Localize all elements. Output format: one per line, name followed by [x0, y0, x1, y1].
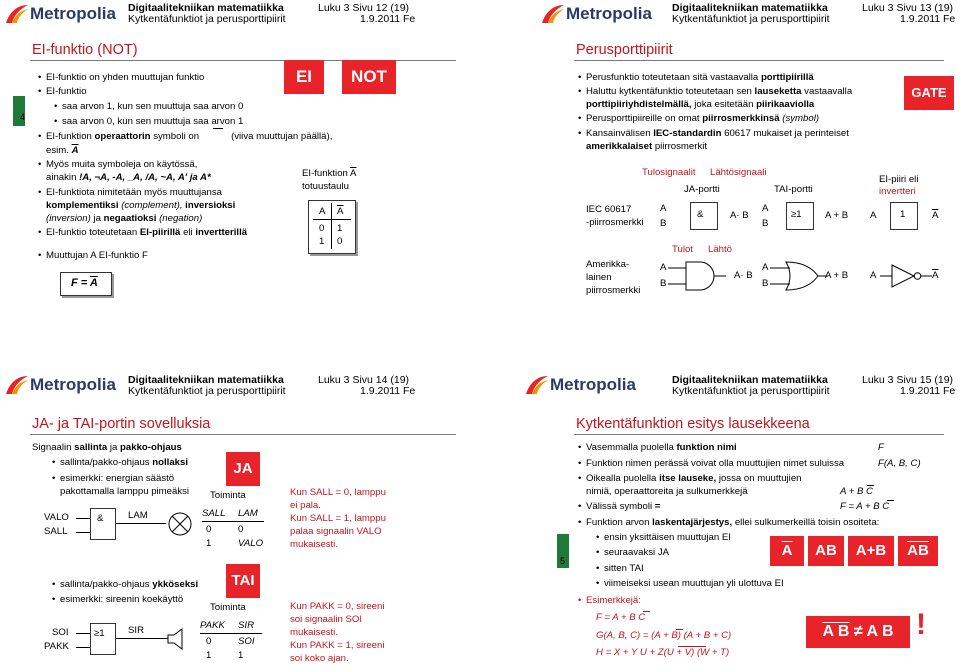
label-tulot: Tulot — [672, 244, 693, 255]
text-line: • Funktion nimen perässä voivat olla muuttujien nimet suluissa — [586, 458, 844, 469]
text-line: (inversion) ja negaatioksi (negation) — [46, 213, 203, 224]
page-title: Kytkentäfunktion esitys lausekkeena — [576, 416, 810, 432]
output-and: A· B — [734, 270, 753, 281]
signal-sir: SIR — [128, 625, 144, 636]
example-line: G(A, B, C) = (A + B) (A + B + C) — [596, 630, 732, 641]
wire — [76, 633, 90, 634]
page-title: Perusporttipiirit — [576, 42, 673, 58]
text-line: • esimerkki: sireenin koekäyttö — [60, 594, 183, 605]
or-gate-icon — [770, 258, 830, 294]
text-line: ainakin !A, ¬A, -A, _A, /A, ~A, A' ja A* — [46, 172, 211, 183]
note-line: Kun SALL = 0, lamppu — [290, 487, 386, 498]
title-rule — [574, 60, 944, 61]
example-box: AB — [808, 536, 844, 566]
truth-table: A $\overline{A}$ 0 1 1 0 — [308, 200, 356, 254]
text-line: • Funktion arvon laskentajärjestys, ellei sulkumerkeillä toisin osoiteta: — [586, 517, 879, 528]
header-course: Digitaalitekniikan matematiikka — [128, 374, 284, 386]
metropolia-logo-icon — [4, 3, 30, 25]
badge-gate: GATE — [904, 76, 954, 110]
text-line: esim. $\overline{A}$ — [46, 145, 79, 156]
label-tai-portti: TAI-portti — [774, 184, 813, 195]
exclamation: ! — [916, 608, 926, 641]
text-right: A + B C — [840, 486, 873, 497]
text-line: • Haluttu kytkentäfunktio toteutetaan sen lauseketta vastaavalla — [586, 86, 852, 97]
note-line: palaa signaalin VALO — [290, 526, 382, 537]
text-line: • ensin yksittäisen muuttujan EI — [604, 532, 731, 543]
input-a: A — [870, 270, 877, 281]
signal-soi: SOI — [52, 627, 69, 638]
header-date: 1.9.2011 Fe — [900, 385, 956, 397]
logo-text: Metropolia — [566, 4, 652, 23]
page-title: EI-funktio (NOT) — [32, 42, 138, 58]
text-line: • Vasemmalla puolella funktion nimi — [586, 442, 737, 453]
label-lahtosignaali: Lähtösignaali — [710, 167, 767, 178]
text-line: • esimerkki: energian säästö — [60, 473, 174, 484]
output-not: $\overline{A}$ — [932, 210, 939, 221]
title-rule — [574, 434, 944, 435]
wire — [116, 523, 166, 524]
text-line: • viimeiseksi usean muuttujan yli ulottuva EI — [604, 578, 784, 589]
label-iec: IEC 60617 — [586, 204, 632, 215]
iec-and-gate: & — [690, 202, 718, 230]
input-a: A — [762, 262, 769, 273]
note-line: mukaisesti. — [290, 539, 338, 550]
header-page: Luku 3 Sivu 12 (19) — [318, 2, 410, 14]
table: SALL LAM 0 0 1 VALO — [202, 508, 264, 549]
text-line: • EI-funktio toteutetaan EI-piirillä eli invertterillä — [46, 227, 247, 238]
metropolia-logo-icon — [4, 374, 30, 396]
label-american: lainen — [586, 272, 612, 283]
text-line: • Perusfunktio toteutetaan sitä vastaavalla porttipiirillä — [586, 72, 814, 83]
and-gate-box: & — [90, 508, 116, 540]
text-line: • sallinta/pakko-ohjaus ykköseksi — [60, 579, 198, 590]
input-b: B — [660, 218, 667, 229]
label-ei-piiri: EI-piiri eli — [879, 174, 919, 185]
text-line: komplementiksi (complement), inversioksi — [46, 200, 236, 211]
header-course: Digitaalitekniikan matematiikka — [672, 374, 828, 386]
overline-symbol — [213, 128, 223, 129]
text-line: • Perusporttipiireille on omat piirrosmerkkinsä (symbol) — [586, 113, 819, 124]
output-and: A· B — [730, 210, 749, 221]
logo-text: Metropolia — [550, 375, 636, 394]
input-a: A — [762, 203, 769, 214]
header-course: Digitaalitekniikan matematiikka — [128, 2, 284, 14]
page-title: JA- ja TAI-portin sovelluksia — [32, 416, 211, 432]
header-course: Digitaalitekniikan matematiikka — [672, 2, 828, 14]
title-rule — [30, 434, 456, 435]
wire — [116, 638, 168, 639]
text-line: • Oikealla puolella itse lauseke, jossa on muuttujien — [586, 473, 802, 484]
overline-c — [643, 611, 650, 612]
header-chapter: Kytkentäfunktiot ja perusporttipiirit — [128, 385, 286, 397]
input-b: B — [762, 218, 769, 229]
metropolia-logo-icon — [524, 374, 550, 396]
input-b: B — [660, 278, 667, 289]
speaker-icon — [166, 626, 188, 652]
and-gate-icon — [668, 258, 728, 294]
label-invertteri: invertteri — [879, 186, 916, 197]
header-date: 1.9.2011 Fe — [900, 13, 956, 25]
header-chapter: Kytkentäfunktiot ja perusporttipiirit — [128, 13, 286, 25]
table: PAKK SIR 0 SOI 1 1 — [200, 618, 264, 666]
signal-pakk: PAKK — [44, 641, 69, 652]
wire — [76, 518, 90, 519]
header-date: 1.9.2011 Fe — [360, 385, 416, 397]
example-box: A+B — [848, 536, 894, 566]
example-line: H = X + Y U + Z(U + V) (W + T) — [596, 647, 730, 658]
note-line: mukaisesti. — [290, 627, 338, 638]
text-line: pakottamalla lamppu pimeäksi — [60, 486, 190, 497]
text-line: amerikkalaiset piirrosmerkit — [586, 141, 708, 152]
label-lahto: Lähtö — [708, 244, 733, 255]
header-chapter: Kytkentäfunktiot ja perusporttipiirit — [672, 385, 830, 397]
note-line: soi signaalin SOI — [290, 614, 362, 625]
text-line: • Välissä symboli = — [586, 501, 660, 512]
text-line: • EI-funktiota nimitetään myös muuttujansa — [46, 187, 222, 198]
slide-15 — [480, 336, 960, 672]
overline-c — [887, 500, 894, 501]
input-a: A — [870, 210, 877, 221]
output-or: A + B — [825, 270, 849, 281]
note-line: Kun PAKK = 0, sireeni — [290, 601, 385, 612]
note-line: soi koko ajan. — [290, 653, 349, 664]
lamp-icon — [166, 510, 194, 538]
text-line: • Esimerkkejä: — [586, 595, 641, 606]
signal-sall: SALL — [44, 526, 68, 537]
label-american: piirrosmerkki — [586, 285, 641, 296]
side-number: 4 — [20, 112, 26, 122]
example-box: $\overline{AB}$ — [898, 536, 938, 566]
output-not: $\overline{A}$ — [932, 270, 939, 281]
wire — [76, 532, 90, 533]
overline-c — [867, 485, 874, 486]
text-line: • EI-funktio — [46, 86, 87, 97]
input-a: A — [660, 203, 667, 214]
badge-ei: EI — [284, 60, 324, 94]
note-line: Kun PAKK = 1, sireeni — [290, 640, 385, 651]
side-number: 5 — [560, 556, 566, 566]
text-line: • EI-funktion operaattorin symboli on (viiva muuttujan päällä), — [46, 131, 332, 142]
text-line: • Kansainvälisen IEC-standardin 60617 mukaiset ja perinteiset — [586, 128, 849, 139]
label-tulosignaalit: Tulosignaalit — [642, 167, 696, 178]
text-line: nimiä, operaattoreita ja sulkumerkkejä — [586, 486, 748, 497]
overline-expr — [678, 646, 706, 647]
text-right: F = A + B C — [840, 501, 890, 512]
header-page: Luku 3 Sivu 15 (19) — [862, 374, 954, 386]
slide-14 — [0, 336, 480, 672]
logo-text: Metropolia — [30, 4, 116, 23]
note-line: Kun SALL = 1, lamppu — [290, 513, 386, 524]
logo-text: Metropolia — [30, 375, 116, 394]
signal-valo: VALO — [44, 512, 69, 523]
iec-or-gate: ≥1 — [786, 202, 814, 230]
header-page: Luku 3 Sivu 14 (19) — [318, 374, 410, 386]
inequality-box: A B ≠ A B — [806, 616, 910, 648]
label-american: Amerikka- — [586, 259, 630, 270]
text-line: • EI-funktio on yhden muuttujan funktio — [46, 72, 204, 83]
output-or: A + B — [825, 210, 849, 221]
table-title: totuustaulu — [302, 181, 349, 192]
header-page: Luku 3 Sivu 13 (19) — [862, 2, 954, 14]
text-line: • saa arvon 0, kun sen muuttuja saa arvon 1 — [62, 116, 243, 127]
text-line: • Muuttujan A EI-funktio F — [46, 250, 148, 261]
example-line: F = A + B C — [596, 612, 646, 623]
text-line: • Myös muita symboleja on käytössä, — [46, 159, 197, 170]
formula-box: $F = \overline{A}$ — [60, 272, 112, 296]
metropolia-logo-icon — [540, 3, 566, 25]
text-right: F — [878, 442, 884, 453]
badge-not: NOT — [342, 60, 396, 94]
text-line: • sallinta/pakko-ohjaus nollaksi — [60, 457, 188, 468]
text-line: Signaalin sallinta ja pakko-ohjaus — [32, 442, 182, 453]
not-gate-icon — [880, 262, 932, 290]
badge-ja: JA — [226, 452, 260, 486]
slide-12 — [0, 0, 480, 336]
note-line: ei pala. — [290, 500, 321, 511]
toiminta-label: Toiminta — [210, 490, 246, 501]
text-line: porttipiiriyhdistelmällä, joka esitetään piirikaaviolla — [586, 99, 815, 110]
example-box: $\overline{A}$ — [770, 536, 804, 566]
label-ja-portti: JA-portti — [684, 184, 720, 195]
toiminta-label: Toiminta — [210, 602, 246, 613]
header-chapter: Kytkentäfunktiot ja perusporttipiirit — [672, 13, 830, 25]
text-line: • saa arvon 1, kun sen muuttuja saa arvon 0 — [62, 101, 243, 112]
or-gate-box: ≥1 — [90, 623, 116, 655]
badge-tai: TAI — [226, 564, 260, 598]
wire — [76, 647, 90, 648]
table-title: EI-funktion $\overline{A}$ — [302, 168, 357, 179]
header-date: 1.9.2011 Fe — [360, 13, 416, 25]
iec-not-gate: 1 — [890, 202, 918, 230]
overline-b — [676, 629, 683, 630]
signal-lam: LAM — [128, 510, 148, 521]
label-iec: -piirrosmerkki — [586, 217, 644, 228]
text-line: • sitten TAI — [604, 563, 644, 574]
input-b: B — [762, 278, 769, 289]
input-a: A — [660, 262, 667, 273]
slide-13 — [480, 0, 960, 336]
text-line: • seuraavaksi JA — [604, 547, 669, 558]
text-right: F(A, B, C) — [878, 458, 921, 469]
